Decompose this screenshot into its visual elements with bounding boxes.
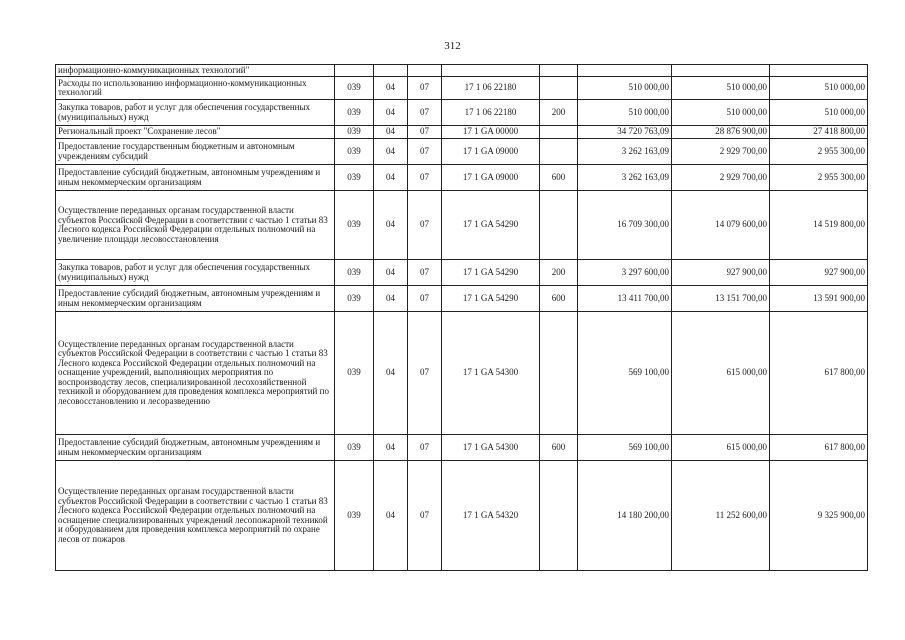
amount-year1-cell: 3 297 600,00 — [578, 260, 672, 286]
admin-code-cell: 039 — [335, 435, 374, 461]
amount-year3-cell: 14 519 800,00 — [770, 191, 868, 260]
table-row — [56, 165, 868, 191]
amount-year2-cell: 615 000,00 — [672, 312, 770, 435]
subsection-cell: 07 — [408, 461, 442, 571]
target-article-cell: 17 1 GA 09000 — [442, 139, 540, 165]
table-row — [56, 65, 868, 77]
expense-type-cell — [540, 77, 578, 100]
amount-year3-cell: 9 325 900,00 — [770, 461, 868, 571]
amount-year3-cell: 2 955 300,00 — [770, 165, 868, 191]
page-number: 312 — [444, 40, 461, 52]
table-row — [56, 139, 868, 165]
section-cell: 04 — [374, 312, 408, 435]
row-description: Региональный проект "Сохранение лесов" — [56, 126, 335, 139]
section-cell: 04 — [374, 139, 408, 165]
subsection-cell: 07 — [408, 312, 442, 435]
row-description: Закупка товаров, работ и услуг для обеспечения государственных (муниципальных) нужд — [56, 100, 335, 126]
amount-year2-cell: 510 000,00 — [672, 100, 770, 126]
table-row — [56, 126, 868, 139]
amount-year1-cell — [578, 65, 672, 77]
table-row — [56, 461, 868, 571]
section-cell: 04 — [374, 165, 408, 191]
subsection-cell: 07 — [408, 435, 442, 461]
admin-code-cell: 039 — [335, 165, 374, 191]
row-description: Осуществление переданных органам государственной власти субъектов Российской Федерации в соответствии с частью 1 статьи 83 Лесного кодекса Российской Федерации отдельных полномочий на увеличение площади лесовосстановления — [56, 191, 335, 260]
amount-year3-cell: 927 900,00 — [770, 260, 868, 286]
expense-type-cell — [540, 191, 578, 260]
admin-code-cell — [335, 65, 374, 77]
expense-type-cell: 600 — [540, 435, 578, 461]
amount-year1-cell: 510 000,00 — [578, 100, 672, 126]
table-row — [56, 435, 868, 461]
amount-year3-cell: 510 000,00 — [770, 77, 868, 100]
expense-type-cell — [540, 461, 578, 571]
admin-code-cell: 039 — [335, 77, 374, 100]
row-description: информационно-коммуникационных технологий" — [56, 65, 335, 77]
amount-year1-cell: 16 709 300,00 — [578, 191, 672, 260]
budget-table — [55, 64, 868, 571]
admin-code-cell: 039 — [335, 126, 374, 139]
subsection-cell: 07 — [408, 100, 442, 126]
expense-type-cell — [540, 126, 578, 139]
target-article-cell: 17 1 GA 54290 — [442, 286, 540, 312]
target-article-cell: 17 1 GA 00000 — [442, 126, 540, 139]
subsection-cell: 07 — [408, 77, 442, 100]
admin-code-cell: 039 — [335, 139, 374, 165]
target-article-cell: 17 1 GA 09000 — [442, 165, 540, 191]
section-cell: 04 — [374, 260, 408, 286]
section-cell: 04 — [374, 100, 408, 126]
amount-year3-cell: 510 000,00 — [770, 100, 868, 126]
subsection-cell: 07 — [408, 165, 442, 191]
subsection-cell: 07 — [408, 139, 442, 165]
target-article-cell: 17 1 06 22180 — [442, 77, 540, 100]
amount-year1-cell: 14 180 200,00 — [578, 461, 672, 571]
amount-year1-cell: 569 100,00 — [578, 435, 672, 461]
amount-year2-cell — [672, 65, 770, 77]
admin-code-cell: 039 — [335, 312, 374, 435]
subsection-cell: 07 — [408, 260, 442, 286]
subsection-cell: 07 — [408, 191, 442, 260]
amount-year3-cell: 2 955 300,00 — [770, 139, 868, 165]
amount-year1-cell: 13 411 700,00 — [578, 286, 672, 312]
amount-year2-cell: 510 000,00 — [672, 77, 770, 100]
expense-type-cell — [540, 65, 578, 77]
target-article-cell: 17 1 GA 54300 — [442, 435, 540, 461]
expense-type-cell: 600 — [540, 286, 578, 312]
target-article-cell: 17 1 06 22180 — [442, 100, 540, 126]
target-article-cell — [442, 65, 540, 77]
row-description: Предоставление субсидий бюджетным, автономным учреждениям и иным некоммерческим организациям — [56, 286, 335, 312]
expense-type-cell: 200 — [540, 100, 578, 126]
expense-type-cell: 200 — [540, 260, 578, 286]
target-article-cell: 17 1 GA 54320 — [442, 461, 540, 571]
amount-year1-cell: 569 100,00 — [578, 312, 672, 435]
expense-type-cell: 600 — [540, 165, 578, 191]
row-description: Закупка товаров, работ и услуг для обеспечения государственных (муниципальных) нужд — [56, 260, 335, 286]
amount-year2-cell: 14 079 600,00 — [672, 191, 770, 260]
amount-year3-cell — [770, 65, 868, 77]
amount-year1-cell: 510 000,00 — [578, 77, 672, 100]
row-description: Осуществление переданных органам государственной власти субъектов Российской Федерации в соответствии с частью 1 статьи 83 Лесного кодекса Российской Федерации отдельных полномочий на оснащение учреждений, выполняющих мероприятия по воспроизводству лесов, специализированной лесохозяйственной техникой и оборудованием для проведения комплекса мероприятий по лесовосстановлению и лесоразведению — [56, 312, 335, 435]
row-description: Предоставление государственным бюджетным и автономным учреждениям субсидий — [56, 139, 335, 165]
amount-year2-cell: 615 000,00 — [672, 435, 770, 461]
table-row — [56, 100, 868, 126]
subsection-cell — [408, 65, 442, 77]
amount-year1-cell: 34 720 763,09 — [578, 126, 672, 139]
row-description: Предоставление субсидий бюджетным, автономным учреждениям и иным некоммерческим организациям — [56, 435, 335, 461]
section-cell: 04 — [374, 286, 408, 312]
amount-year2-cell: 11 252 600,00 — [672, 461, 770, 571]
subsection-cell: 07 — [408, 126, 442, 139]
amount-year2-cell: 13 151 700,00 — [672, 286, 770, 312]
section-cell: 04 — [374, 77, 408, 100]
amount-year1-cell: 3 262 163,09 — [578, 139, 672, 165]
target-article-cell: 17 1 GA 54290 — [442, 191, 540, 260]
section-cell — [374, 65, 408, 77]
admin-code-cell: 039 — [335, 461, 374, 571]
section-cell: 04 — [374, 126, 408, 139]
row-description: Осуществление переданных органам государственной власти субъектов Российской Федерации в соответствии с частью 1 статьи 83 Лесного кодекса Российской Федерации отдельных полномочий на оснащение специализированных учреждений лесопожарной техникой и оборудованием для проведения комплекса мероприятий по охране лесов от пожаров — [56, 461, 335, 571]
section-cell: 04 — [374, 461, 408, 571]
target-article-cell: 17 1 GA 54300 — [442, 312, 540, 435]
row-description: Расходы по использованию информационно-коммуникационных технологий — [56, 77, 335, 100]
amount-year2-cell: 927 900,00 — [672, 260, 770, 286]
amount-year2-cell: 2 929 700,00 — [672, 139, 770, 165]
admin-code-cell: 039 — [335, 191, 374, 260]
amount-year3-cell: 13 591 900,00 — [770, 286, 868, 312]
admin-code-cell: 039 — [335, 100, 374, 126]
table-row — [56, 312, 868, 435]
amount-year2-cell: 2 929 700,00 — [672, 165, 770, 191]
section-cell: 04 — [374, 191, 408, 260]
table-row — [56, 260, 868, 286]
subsection-cell: 07 — [408, 286, 442, 312]
amount-year3-cell: 27 418 800,00 — [770, 126, 868, 139]
table-row — [56, 191, 868, 260]
amount-year2-cell: 28 876 900,00 — [672, 126, 770, 139]
expense-type-cell — [540, 139, 578, 165]
admin-code-cell: 039 — [335, 286, 374, 312]
amount-year1-cell: 3 262 163,09 — [578, 165, 672, 191]
row-description: Предоставление субсидий бюджетным, автономным учреждениям и иным некоммерческим организациям — [56, 165, 335, 191]
section-cell: 04 — [374, 435, 408, 461]
table-row — [56, 77, 868, 100]
table-row — [56, 286, 868, 312]
admin-code-cell: 039 — [335, 260, 374, 286]
amount-year3-cell: 617 800,00 — [770, 312, 868, 435]
expense-type-cell — [540, 312, 578, 435]
target-article-cell: 17 1 GA 54290 — [442, 260, 540, 286]
amount-year3-cell: 617 800,00 — [770, 435, 868, 461]
